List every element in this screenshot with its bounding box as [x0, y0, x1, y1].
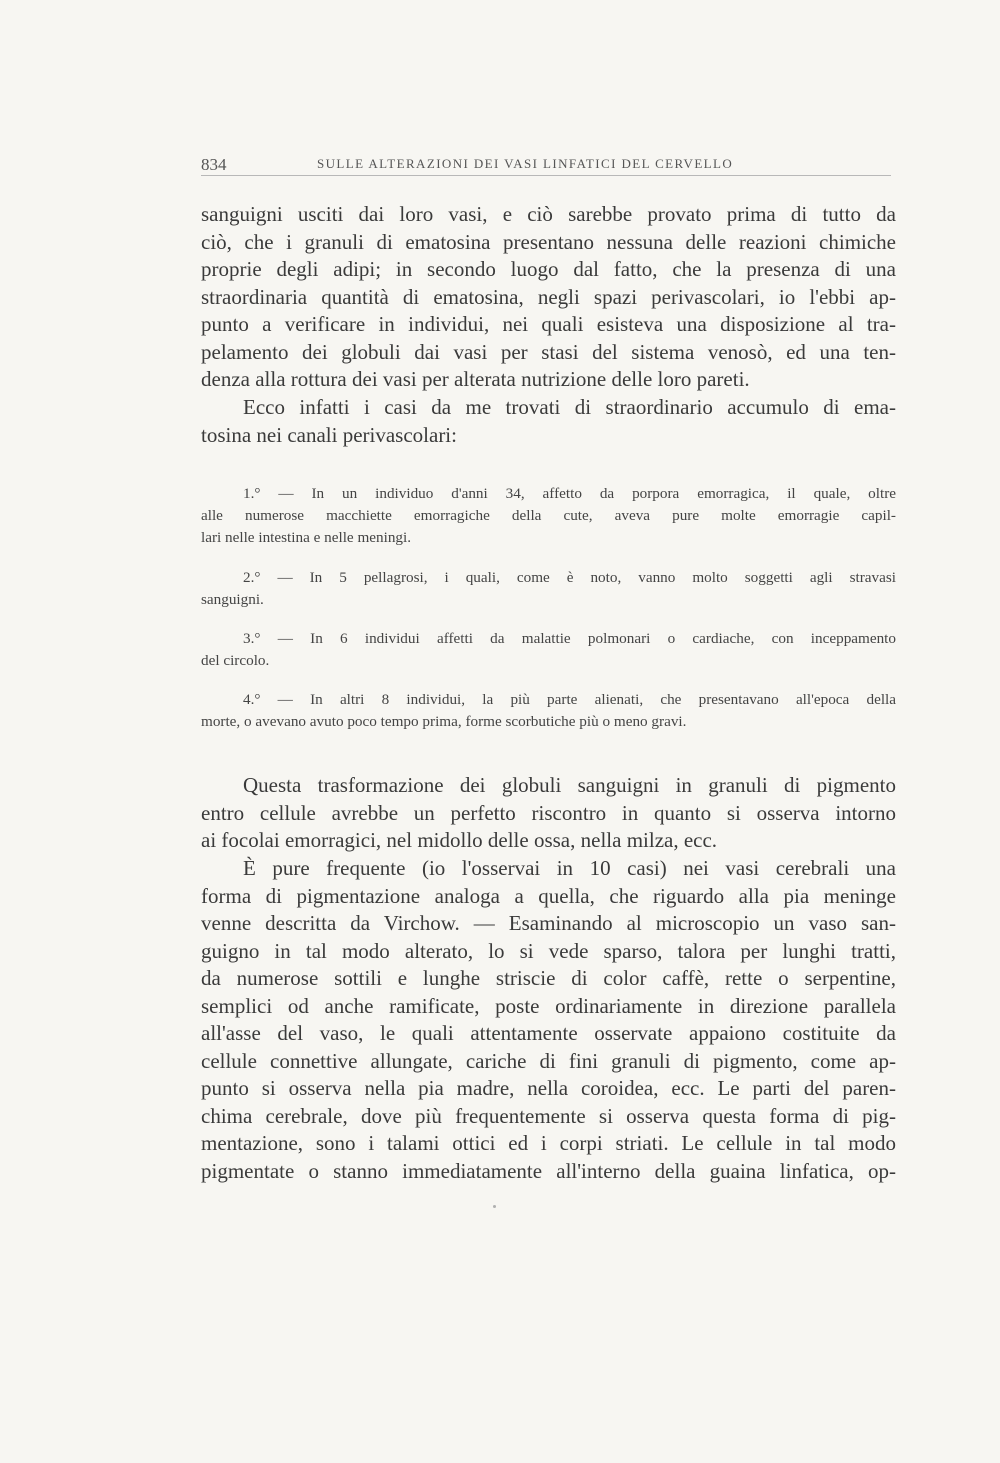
text-line: denza alla rottura dei vasi per alterata nutrizione delle loro pareti.: [201, 367, 750, 391]
text-line: del circolo.: [201, 652, 270, 669]
text-line: tosina nei canali perivascolari:: [201, 422, 457, 447]
text-line: sanguigni.: [201, 591, 264, 608]
paragraph-3: [201, 772, 896, 855]
text-line: Ecco infatti i casi da me trovati di straordinario accumulo di ema-: [243, 395, 896, 419]
text-line: 2.° — In 5 pellagrosi, i quali, come è noto, vanno molto soggetti agli stravasi: [243, 569, 896, 586]
paragraph-2: [201, 394, 896, 449]
ink-speck: [493, 1205, 496, 1208]
text-line: morte, o avevano avuto poco tempo prima, forme scorbutiche più o meno gravi.: [201, 713, 687, 730]
text-line: cellule connettive allungate, cariche di fini granuli di pigmento, come ap-: [201, 1048, 896, 1073]
text-line: proprie degli adipi; in secondo luogo dal fatto, che la presenza di una: [201, 257, 896, 281]
text-line: da numerose sottili e lunghe striscie di color caffè, rette o serpentine,: [201, 966, 896, 990]
text-line: straordinaria quantità di ematosina, negli spazi perivascolari, io l'ebbi ap-: [201, 284, 896, 309]
text-line: lari nelle intestina e nelle meningi.: [201, 529, 412, 546]
text-line: ciò, che i granuli di ematosina presentano nessuna delle reazioni chimiche: [201, 229, 896, 254]
text-line: È pure frequente (io l'osservai in 10 casi) nei vasi cerebrali una: [243, 856, 896, 880]
text-line: punto a verificare in individui, nei quali esisteva una disposizione al tra-: [201, 312, 896, 336]
case-3: [201, 628, 896, 672]
case-4: [201, 689, 896, 733]
text-line: chima cerebrale, dove più frequentemente si osserva questa forma di pig-: [201, 1103, 896, 1128]
paragraph-4: [201, 855, 896, 1185]
text-line: pigmentate o stanno immediatamente all'interno della guaina linfatica, op-: [201, 1158, 896, 1183]
case-2: [201, 567, 896, 611]
text-line: 1.° — In un individuo d'anni 34, affetto da porpora emorragica, il quale, oltre: [243, 485, 896, 502]
text-line: Questa trasformazione dei globuli sanguigni in granuli di pigmento: [243, 773, 896, 797]
text-line: ai focolai emorragici, nel midollo delle ossa, nella milza, ecc.: [201, 828, 718, 852]
text-line: punto si osserva nella pia madre, nella coroidea, ecc. Le parti del paren-: [201, 1076, 896, 1100]
running-title: SULLE ALTERAZIONI DEI VASI LINFATICI DEL CERVELLO: [317, 156, 734, 171]
text-line: entro cellule avrebbe un perfetto riscontro in quanto si osserva intorno: [201, 800, 896, 825]
text-line: guigno in tal modo alterato, lo si vede sparso, talora per lunghi tratti,: [201, 938, 896, 963]
running-header: [201, 151, 891, 176]
text-line: alle numerose macchiette emorragiche della cute, aveva pure molte emorragie capil-: [201, 507, 896, 524]
text-line: venne descritta da Virchow. — Esaminando al microscopio un vaso san-: [201, 911, 896, 935]
text-line: sanguigni usciti dai loro vasi, e ciò sarebbe provato prima di tutto da: [201, 202, 896, 226]
page-number: 834: [201, 155, 227, 174]
case-1: [201, 483, 896, 549]
text-line: 3.° — In 6 individui affetti da malattie polmonari o cardiache, con inceppamento: [243, 630, 896, 647]
text-line: 4.° — In altri 8 individui, la più parte alienati, che presentavano all'epoca della: [243, 691, 896, 708]
text-line: all'asse del vaso, le quali attentamente osservate appaiono costituite da: [201, 1021, 896, 1045]
text-line: mentazione, sono i talami ottici ed i corpi striati. Le cellule in tal modo: [201, 1131, 896, 1155]
text-line: forma di pigmentazione analoga a quella, che riguardo alla pia meninge: [201, 883, 896, 908]
text-line: semplici od anche ramificate, poste ordinariamente in direzione parallela: [201, 993, 896, 1018]
text-line: pelamento dei globuli dai vasi per stasi del sistema venosò, ed una ten-: [201, 339, 896, 364]
paragraph-1: [201, 201, 896, 394]
